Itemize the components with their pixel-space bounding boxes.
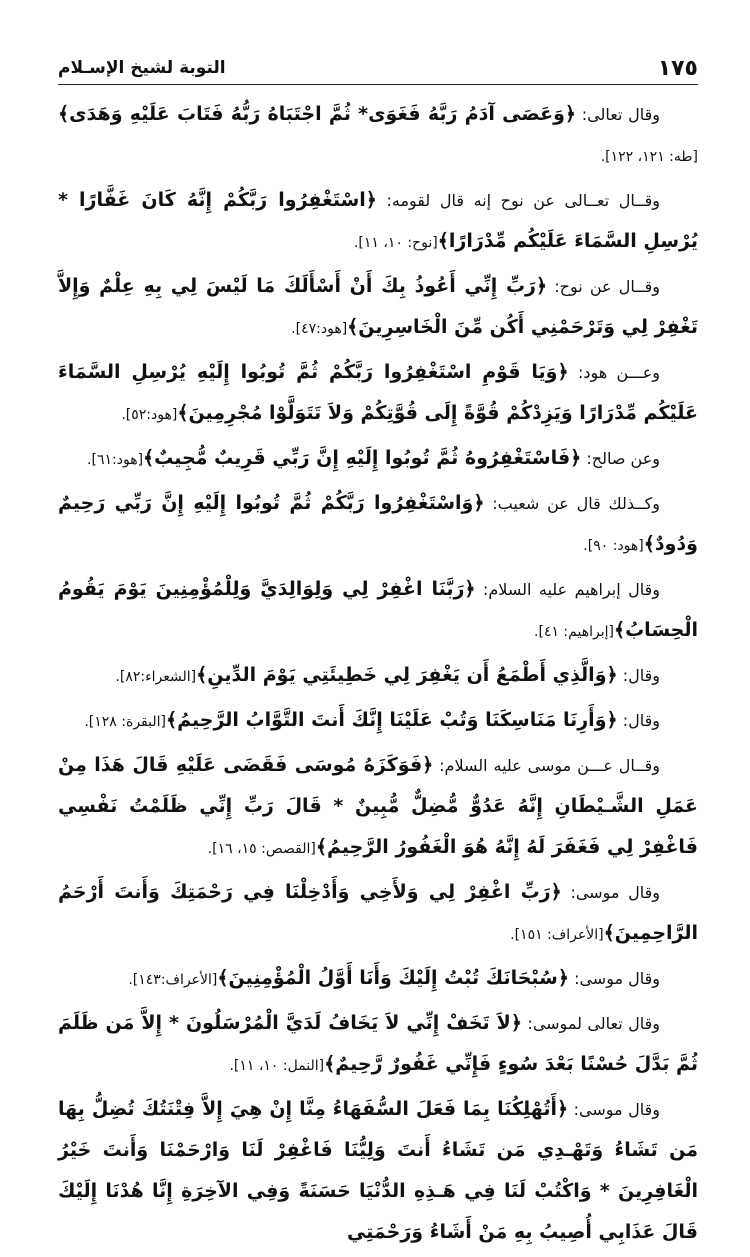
quran-verse: ﴿وَعَصَى آدَمُ رَبَّهُ فَغَوَى* ثُمَّ اجْتَبَاهُ رَبُّهُ فَتَابَ عَلَيْهِ وَهَدَى﴾ xyxy=(58,103,577,125)
verse-reference: [البقرة: ١٢٨]. xyxy=(84,714,166,730)
paragraph xyxy=(58,352,698,436)
paragraph-intro: وقال موسى: xyxy=(568,1100,661,1119)
quran-verse: ﴿سُبْحَانَكَ تُبْتُ إِلَيْكَ وَأَنَا أَوَّلُ الْمُؤْمِنِينَ﴾ xyxy=(217,967,569,989)
quran-verse: ﴿اسْتَغْفِرُوا رَبَّكُمْ إِنَّهُ كَانَ غَفَّارًا * يُرْسِلِ السَّمَاءَ عَلَيْكُم مِّدْرَارًا﴾ xyxy=(58,189,698,252)
paragraph-intro: وكــذلك قال عن شعيب: xyxy=(484,494,661,513)
paragraph-intro: وقال تعالى لموسى: xyxy=(521,1014,660,1033)
quran-verse: ﴿وَأَرِنَا مَنَاسِكَنَا وَتُبْ عَلَيْنَا إِنَّكَ أَنتَ التَّوَّابُ الرَّحِيمُ﴾ xyxy=(165,709,618,731)
paragraph xyxy=(58,1003,698,1087)
verse-reference: [إبراهيم: ٤١]. xyxy=(534,624,614,640)
paragraph-intro: وقال: xyxy=(617,666,660,685)
page-header xyxy=(58,54,698,86)
verse-reference: [هود:٦١]. xyxy=(87,452,144,468)
running-title: التوبة لشيخ الإسـلام xyxy=(58,58,226,78)
quran-verse: ﴿رَبِّ إِنِّي أَعُوذُ بِكَ أَنْ أَسْأَلَكَ مَا لَيْسَ لِي بِهِ عِلْمٌ وَإِلاَّ تَغْفِرْ لِي وَتَرْحَمْنِي أَكُن مِّنَ الْخَاسِرِينَ﴾ xyxy=(58,275,698,338)
paragraph xyxy=(58,569,698,653)
quran-verse: ﴿رَبَّنَا اغْفِرْ لِي وَلِوَالِدَيَّ وَلِلْمُؤْمِنِينَ يَوْمَ يَقُومُ الْحِسَابُ﴾ xyxy=(58,578,698,641)
verse-reference: [القصص: ١٥، ١٦]. xyxy=(207,841,316,857)
paragraph xyxy=(58,180,698,264)
verse-reference: [هود: ٩٠]. xyxy=(583,538,644,554)
quran-verse: ﴿لاَ تَخَفْ إِنِّي لاَ يَخَافُ لَدَيَّ الْمُرْسَلُونَ * إِلاَّ مَن ظَلَمَ ثُمَّ بَدَّلَ حُسْنًا بَعْدَ سُوءٍ فَإِنِّي غَفُورٌ رَّحِيمٌ﴾ xyxy=(58,1012,698,1075)
paragraph-intro: وقال: xyxy=(617,711,660,730)
paragraph xyxy=(58,266,698,350)
paragraph xyxy=(58,655,698,698)
verse-reference: [الأعراف:١٤٣]. xyxy=(128,972,218,988)
verse-reference: [هود:٥٢]. xyxy=(121,407,178,423)
paragraph xyxy=(58,94,698,178)
quran-verse: ﴿رَبِّ اغْفِرْ لِي وَلأَخِي وَأَدْخِلْنَا فِي رَحْمَتِكَ وَأَنتَ أَرْحَمُ الرَّاحِمِينَ﴾ xyxy=(58,881,698,944)
paragraph xyxy=(58,483,698,567)
paragraph xyxy=(58,700,698,743)
verse-reference: [الأعراف: ١٥١]. xyxy=(510,927,604,943)
paragraph-intro: وقال موسى: xyxy=(568,969,660,988)
paragraph-intro: وعن صالح: xyxy=(581,449,660,468)
quran-verse: ﴿وَيَا قَوْمِ اسْتَغْفِرُوا رَبَّكُمْ ثُمَّ تُوبُوا إِلَيْهِ يُرْسِلِ السَّمَاءَ عَلَيْكُم مِّدْرَارًا وَيَزِدْكُمْ قُوَّةً إِلَى قُوَّتِكُمْ وَلاَ تَتَوَلَّوْا مُجْرِمِينَ﴾ xyxy=(58,361,698,424)
paragraph-intro: وقال إبراهيم عليه السلام: xyxy=(475,580,660,599)
page-number: ١٧٥ xyxy=(657,56,698,81)
quran-verse: ﴿وَالَّذِي أَطْمَعُ أَن يَغْفِرَ لِي خَطِيئَتِي يَوْمَ الدِّينِ﴾ xyxy=(196,664,618,686)
paragraph-intro: وقــال عـــن موسى عليه السلام: xyxy=(433,756,660,775)
paragraph xyxy=(58,1089,698,1255)
paragraph-intro: وقــال عن نوح: xyxy=(547,277,661,296)
quran-verse: ﴿أَتُهْلِكُنَا بِمَا فَعَلَ السُّفَهَاءُ مِنَّا إِنْ هِيَ إِلاَّ فِتْنَتُكَ تُضِلُّ بِهَا مَن تَشَاءُ وَتَهْـدِي مَن تَشَاءُ أَنتَ وَلِيُّنَا فَاغْفِرْ لَنَا وَارْحَمْنَا وَأَنتَ خَيْرُ الْغَافِرِينَ * وَاكْتُبْ لَنَا فِي هَـذِهِ الدُّنْيَا حَسَنَةً وَفِي الآخِرَةِ إِنَّا هُدْنَا إِلَيْكَ قَالَ عَذَابِي أُصِيبُ بِهِ مَنْ أَشَاءُ وَرَحْمَتِي xyxy=(58,1098,698,1243)
paragraph-intro: وقال موسى: xyxy=(561,883,660,902)
header-rule xyxy=(58,84,698,85)
verse-reference: [طه: ١٢١، ١٢٢]. xyxy=(600,149,698,165)
paragraph-intro: وقال تعالى: xyxy=(576,105,660,124)
paragraph xyxy=(58,745,698,870)
paragraph-intro: وقــال تعــالى عن نوح إنه قال لقومه: xyxy=(376,191,661,210)
body-text xyxy=(58,94,698,1257)
verse-reference: [النمل: ١٠، ١١]. xyxy=(229,1058,325,1074)
paragraph xyxy=(58,958,698,1001)
quran-verse: ﴿فَوَكَزَهُ مُوسَى فَقَضَى عَلَيْهِ قَالَ هَذَا مِنْ عَمَلِ الشَّـيْطَانِ إِنَّهُ عَدُوٌّ مُّضِلٌّ مُّبِينٌ * قَالَ رَبِّ إِنِّي ظَلَمْتُ نَفْسِي فَاغْفِرْ لِي فَغَفَرَ لَهُ إِنَّهُ هُوَ الْغَفُورُ الرَّحِيمُ﴾ xyxy=(58,754,698,858)
verse-reference: [هود:٤٧]. xyxy=(291,321,348,337)
paragraph xyxy=(58,872,698,956)
quran-verse: ﴿وَاسْتَغْفِرُوا رَبَّكُمْ ثُمَّ تُوبُوا إِلَيْهِ إِنَّ رَبِّي رَحِيمٌ وَدُودٌ﴾ xyxy=(58,492,698,555)
paragraph-intro: وعـــن هود: xyxy=(568,363,661,382)
paragraph xyxy=(58,438,698,481)
quran-verse: ﴿فَاسْتَغْفِرُوهُ ثُمَّ تُوبُوا إِلَيْهِ إِنَّ رَبِّي قَرِيبٌ مُّجِيبٌ﴾ xyxy=(143,447,582,469)
verse-reference: [نوح: ١٠، ١١]. xyxy=(353,235,438,251)
verse-reference: [الشعراء:٨٢]. xyxy=(115,669,197,685)
